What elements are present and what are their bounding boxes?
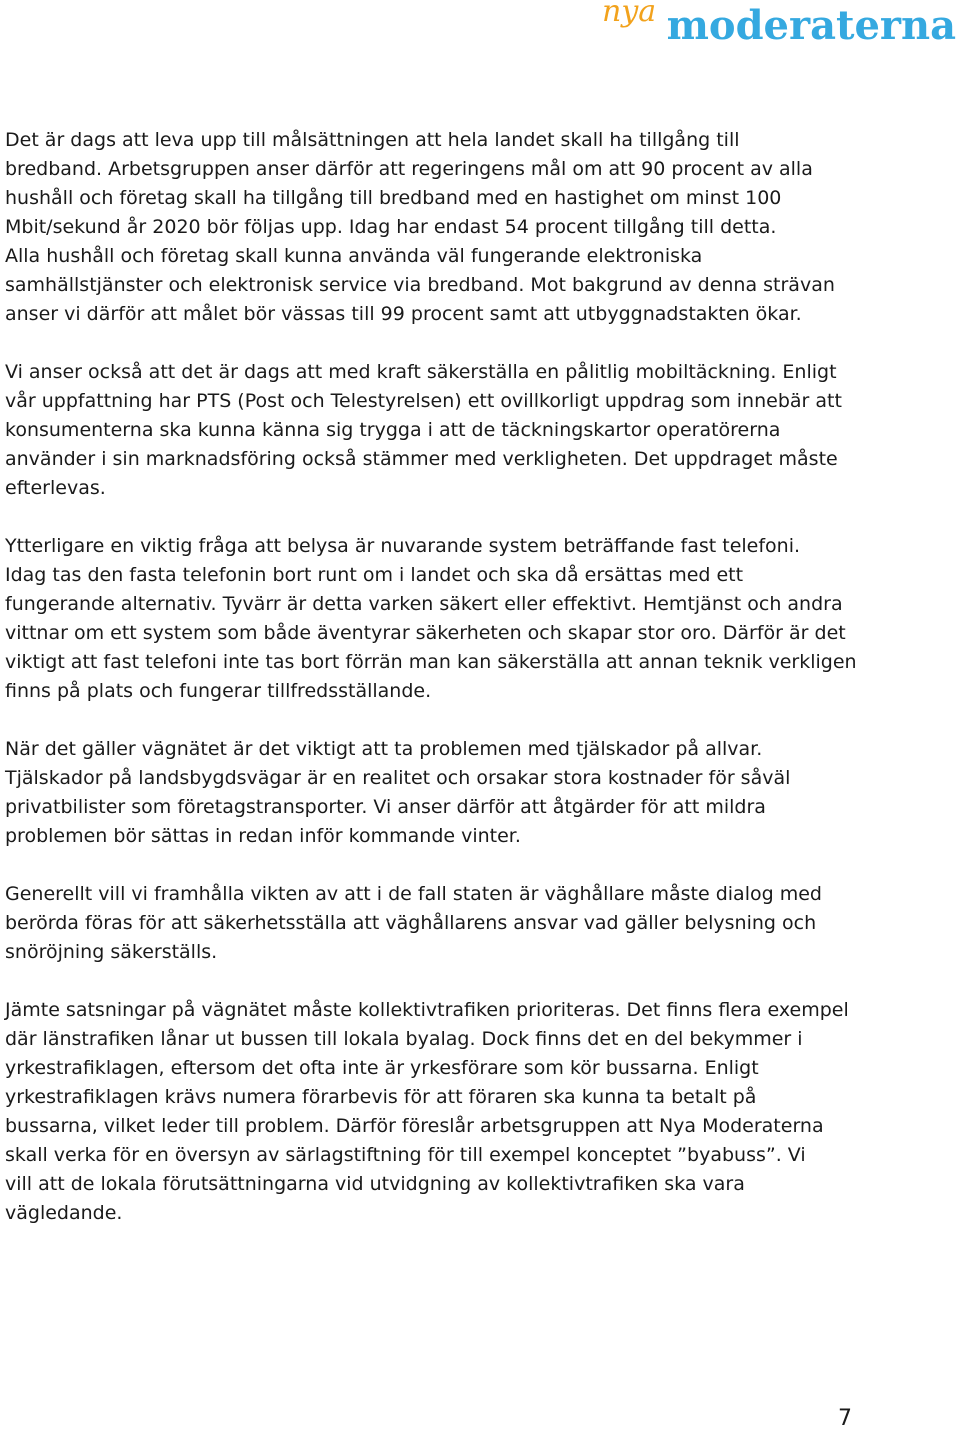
text-line: samhällstjänster och elektronisk service via bredband. Mot bakgrund av denna strävan — [5, 274, 835, 296]
text-line: konsumenterna ska kunna känna sig trygga i att de täckningskartor operatörerna — [5, 419, 781, 441]
text-line: anser vi därför att målet bör vässas till 99 procent samt att utbyggnadstakten ökar. — [5, 303, 802, 325]
text-line: yrkestrafiklagen, eftersom det ofta inte är yrkesförare som kör bussarna. Enligt — [5, 1057, 759, 1079]
text-line: Jämte satsningar på vägnätet måste kollektivtrafiken prioriteras. Det finns flera exempel — [5, 999, 849, 1021]
paragraph-mobile-coverage — [5, 358, 855, 503]
text-line: privatbilister som företagstransporter. Vi anser därför att åtgärder för att mildra — [5, 796, 766, 818]
page-number: 7 — [838, 1406, 852, 1431]
text-line: där länstrafiken lånar ut bussen till lokala byalag. Dock finns det en del bekymmer i — [5, 1028, 803, 1050]
text-line: Alla hushåll och företag skall kunna använda väl fungerande elektroniska — [5, 245, 703, 267]
text-line: vittnar om ett system som både äventyrar säkerheten och skapar stor oro. Därför är det — [5, 622, 846, 644]
text-line: Mbit/sekund år 2020 bör följas upp. Idag har endast 54 procent tillgång till detta. — [5, 216, 777, 238]
text-line: vägledande. — [5, 1202, 123, 1224]
text-line: bussarna, vilket leder till problem. Därför föreslår arbetsgruppen att Nya Moderaterna — [5, 1115, 824, 1137]
paragraph-broadband — [5, 126, 855, 329]
document-body — [5, 126, 855, 1257]
text-line: fungerande alternativ. Tyvärr är detta varken säkert eller effektivt. Hemtjänst och andra — [5, 593, 843, 615]
logo-prefix: nya — [602, 0, 657, 29]
text-line: skall verka för en översyn av särlagstiftning för till exempel konceptet ”byabuss”. Vi — [5, 1144, 806, 1166]
text-line: vill att de lokala förutsättningarna vid utvidgning av kollektivtrafiken ska vara — [5, 1173, 745, 1195]
text-line: yrkestrafiklagen krävs numera förarbevis för att föraren ska kunna ta betalt på — [5, 1086, 757, 1108]
text-line: berörda föras för att säkerhetsställa att väghållarens ansvar vad gäller belysning och — [5, 912, 817, 934]
text-line: vår uppfattning har PTS (Post och Telestyrelsen) ett ovillkorligt uppdrag som innebär att — [5, 390, 842, 412]
paragraph-public-transport — [5, 996, 855, 1228]
text-line: Ytterligare en viktig fråga att belysa är nuvarande system beträffande fast telefoni. — [5, 535, 801, 557]
text-line: använder i sin marknadsföring också stämmer med verkligheten. Det uppdraget måste — [5, 448, 838, 470]
text-line: Generellt vill vi framhålla vikten av att i de fall staten är väghållare måste dialog med — [5, 883, 822, 905]
text-line: finns på plats och fungerar tillfredsställande. — [5, 680, 432, 702]
logo-name: moderaterna — [666, 2, 956, 49]
text-line: snöröjning säkerställs. — [5, 941, 218, 963]
text-line: viktigt att fast telefoni inte tas bort förrän man kan säkerställa att annan teknik verkligen — [5, 651, 857, 673]
text-line: Tjälskador på landsbygdsvägar är en realitet och orsakar stora kostnader för såväl — [5, 767, 791, 789]
text-line: hushåll och företag skall ha tillgång till bredband med en hastighet om minst 100 — [5, 187, 782, 209]
text-line: Idag tas den fasta telefonin bort runt om i landet och ska då ersättas med ett — [5, 564, 744, 586]
paragraph-road-network — [5, 735, 855, 851]
text-line: efterlevas. — [5, 477, 106, 499]
text-line: Vi anser också att det är dags att med kraft säkerställa en pålitlig mobiltäckning. Enligt — [5, 361, 837, 383]
paragraph-fixed-telephony — [5, 532, 855, 706]
text-line: Det är dags att leva upp till målsättningen att hela landet skall ha tillgång till — [5, 129, 740, 151]
text-line: När det gäller vägnätet är det viktigt att ta problemen med tjälskador på allvar. — [5, 738, 763, 760]
text-line: bredband. Arbetsgruppen anser därför att regeringens mål om att 90 procent av alla — [5, 158, 813, 180]
text-line: problemen bör sättas in redan inför kommande vinter. — [5, 825, 521, 847]
paragraph-road-maintenance — [5, 880, 855, 967]
party-logo — [596, 0, 956, 52]
